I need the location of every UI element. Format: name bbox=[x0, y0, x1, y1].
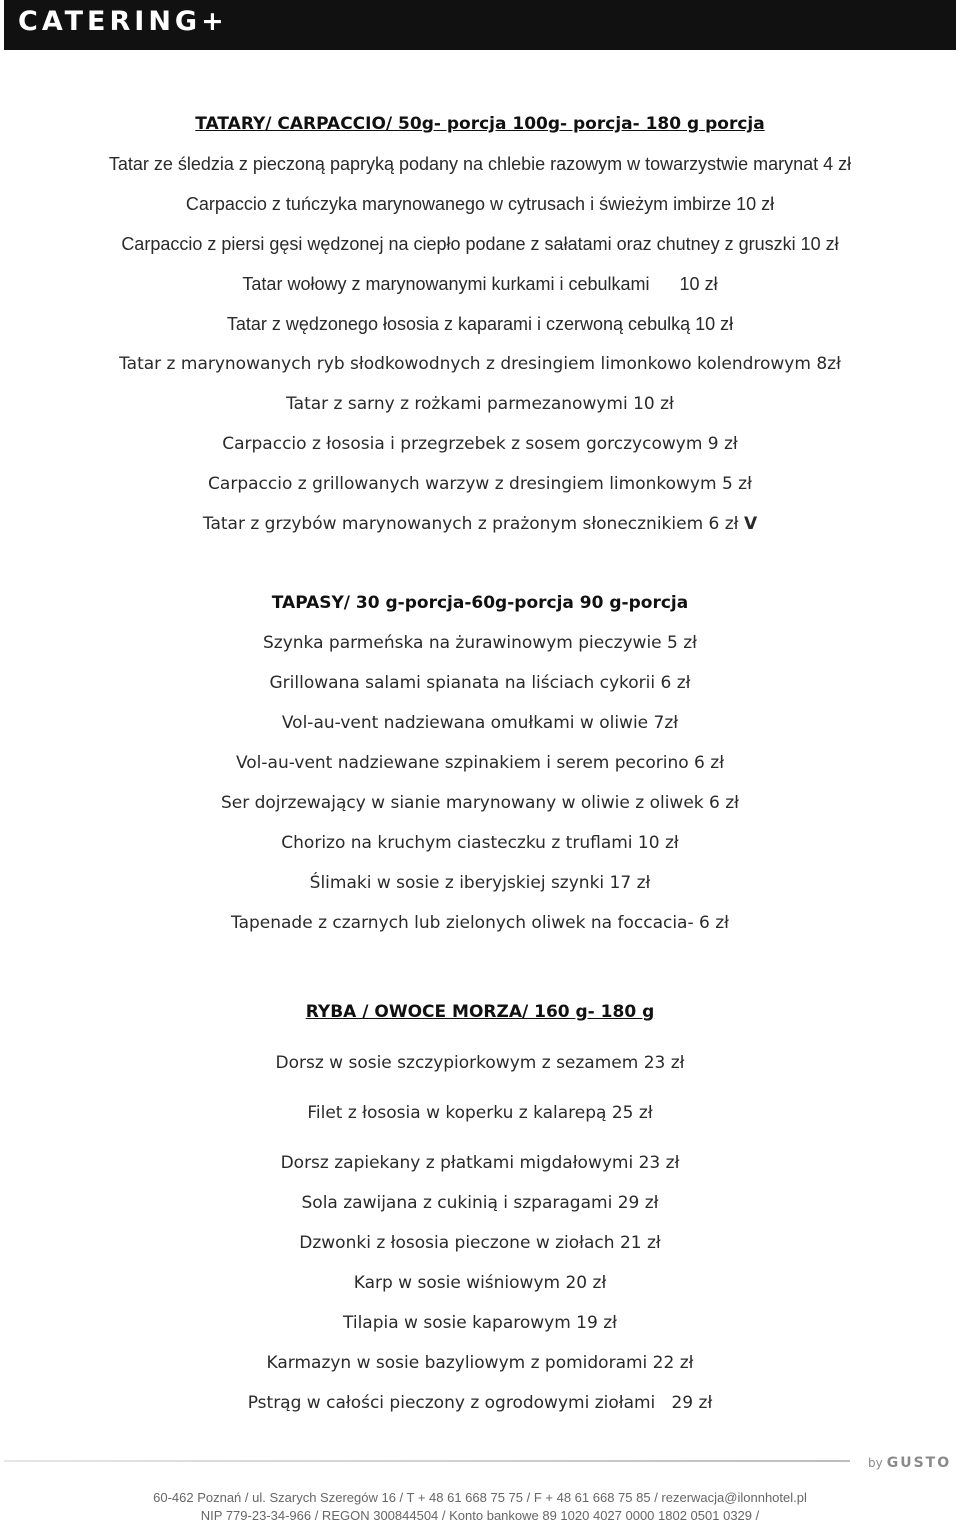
menu-item: Tatar z sarny z rożkami parmezanowymi 10 zł bbox=[286, 394, 674, 414]
gusto-logo bbox=[868, 1452, 951, 1471]
menu-item: Filet z łososia w koperku z kalarepą 25 zł bbox=[307, 1103, 653, 1123]
menu-item: Karmazyn w sosie bazyliowym z pomidorami 22 zł bbox=[266, 1353, 694, 1373]
section-heading-tatary: TATARY/ CARPACCIO/ 50g- porcja 100g- porcja- 180 g porcja bbox=[195, 114, 765, 134]
menu-item-text: Tatar z grzybów marynowanych z prażonym słonecznikiem 6 zł bbox=[202, 514, 739, 534]
menu-item: Carpaccio z łososia i przegrzebek z sosem gorczycowym 9 zł bbox=[222, 434, 738, 454]
menu-item: Vol-au-vent nadziewane szpinakiem i serem pecorino 6 zł bbox=[235, 753, 725, 773]
brand-by: by bbox=[868, 1456, 883, 1470]
footer-registry: NIP 779-23-34-966 / REGON 300844504 / Konto bankowe 89 1020 4027 0000 1802 0501 0329 / bbox=[200, 1508, 760, 1523]
brand-name: GUSTO bbox=[886, 1455, 952, 1471]
menu-item: Sola zawijana z cukinią i szparagami 29 zł bbox=[301, 1193, 659, 1213]
menu-item: Szynka parmeńska na żurawinowym pieczywie 5 zł bbox=[262, 633, 698, 653]
vegan-mark: V bbox=[743, 514, 758, 534]
menu-item: Vol-au-vent nadziewana omułkami w oliwie 7zł bbox=[281, 713, 679, 733]
menu-item: Tatar ze śledzia z pieczoną papryką podany na chlebie razowym w towarzystwie marynat 4 zł bbox=[108, 154, 852, 174]
menu-item: Chorizo na kruchym ciasteczku z truflami 10 zł bbox=[281, 833, 679, 853]
menu-item: Tilapia w sosie kaparowym 19 zł bbox=[343, 1313, 617, 1333]
menu-item: Tapenade z czarnych lub zielonych oliwek na foccacia- 6 zł bbox=[231, 913, 729, 933]
header-bar bbox=[4, 0, 956, 50]
menu-item: Tatar z wędzonego łososia z kaparami i czerwoną cebulką 10 zł bbox=[226, 314, 734, 334]
footer-address: 60-462 Poznań / ul. Szarych Szeregów 16 / T + 48 61 668 75 75 / F + 48 61 668 75 85 / rezerwacja@ilonnhotel.pl bbox=[153, 1490, 807, 1505]
menu-item: Tatar z marynowanych ryb słodkowodnych z dresingiem limonkowo kolendrowym 8zł bbox=[119, 354, 841, 374]
section-heading-ryba: RYBA / OWOCE MORZA/ 160 g- 180 g bbox=[305, 1002, 655, 1022]
menu-item: Carpaccio z tuńczyka marynowanego w cytrusach i świeżym imbirze 10 zł bbox=[185, 194, 775, 214]
menu-item: Carpaccio z grillowanych warzyw z dresingiem limonkowym 5 zł bbox=[208, 474, 752, 494]
menu-item: Dzwonki z łososia pieczone w ziołach 21 zł bbox=[299, 1233, 661, 1253]
menu-item: Ślimaki w sosie z iberyjskiej szynki 17 zł bbox=[309, 873, 651, 893]
menu-item-vegan bbox=[0, 514, 960, 534]
menu-item: Tatar wołowy z marynowanymi kurkami i cebulkami 10 zł bbox=[242, 274, 718, 294]
menu-item: Grillowana salami spianata na liściach cykorii 6 zł bbox=[269, 673, 691, 693]
menu-item: Ser dojrzewający w sianie marynowany w oliwie z oliwek 6 zł bbox=[220, 793, 740, 813]
footer-divider bbox=[4, 1460, 850, 1462]
menu-item: Carpaccio z piersi gęsi wędzonej na ciepło podane z sałatami oraz chutney z gruszki 10 zł bbox=[121, 234, 839, 254]
menu-item: Dorsz w sosie szczypiorkowym z sezamem 23 zł bbox=[275, 1053, 685, 1073]
menu-item: Karp w sosie wiśniowym 20 zł bbox=[353, 1273, 607, 1293]
menu-item: Dorsz zapiekany z płatkami migdałowymi 23 zł bbox=[280, 1153, 680, 1173]
menu-item: Pstrąg w całości pieczony z ogrodowymi ziołami 29 zł bbox=[247, 1393, 713, 1413]
catering-logo: CATERING+ bbox=[18, 6, 228, 37]
section-heading-tapasy: TAPASY/ 30 g-porcja-60g-porcja 90 g-porcja bbox=[271, 593, 689, 613]
